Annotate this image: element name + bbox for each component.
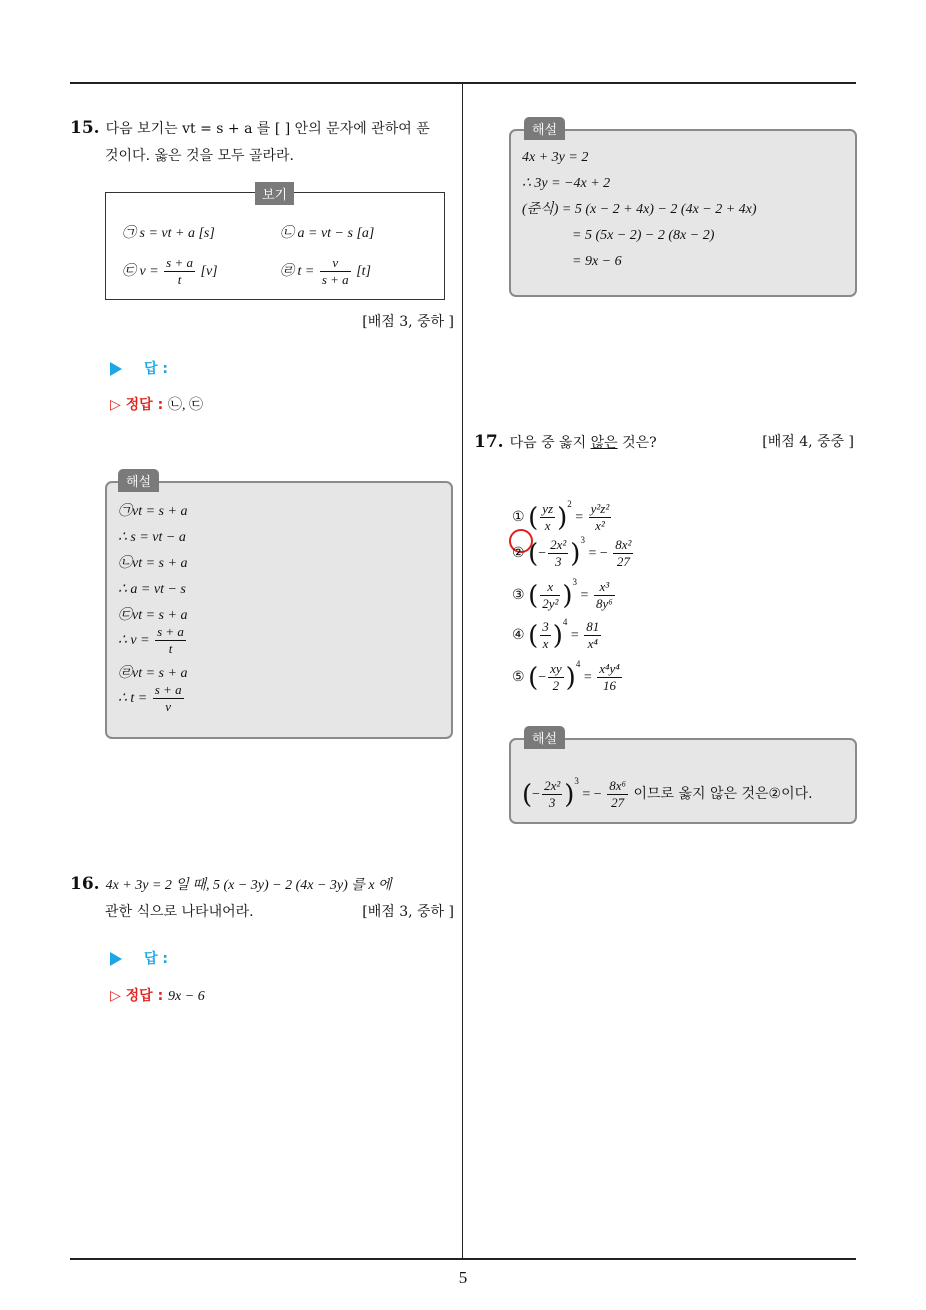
q17-choice-2-sign: − <box>599 546 608 561</box>
q15-sol-l8-pre: ∴ t = <box>118 691 148 706</box>
q15-sol-l2: ∴ s = vt − a <box>118 530 186 545</box>
left-paren: ( <box>528 580 539 611</box>
page-number: 5 <box>458 1268 468 1287</box>
equals-sign: = <box>570 628 583 643</box>
q17-solution-line <box>522 760 813 816</box>
q17-choice-4-in-den: x <box>540 635 551 651</box>
equals-sign: = <box>575 510 587 525</box>
q16-correct-row <box>110 985 205 1005</box>
q16-sol-l2: ∴ 3y = −4x + 2 <box>522 176 611 191</box>
q17-choice-2-rhs-den: 27 <box>613 553 633 569</box>
q15-stem-line1 <box>70 118 430 139</box>
q17-sol-rhs-den: 27 <box>607 794 628 810</box>
q17-sol-rhs-num: 8x⁶ <box>609 778 626 794</box>
q17-choice-1-rhs-num: y²z² <box>590 501 610 517</box>
left-paren: ( <box>528 502 539 533</box>
right-paren: ) <box>562 580 573 611</box>
q17-choice-4-rhs-den: x⁴ <box>584 635 601 651</box>
q15-sol-l7: ㉣vt = s + a <box>118 666 188 681</box>
q17-choice-4-exp: 4 <box>562 617 568 627</box>
q17-choice-2-exp: 3 <box>580 535 585 545</box>
q15-sol-l6-num: s + a <box>157 624 184 640</box>
left-paren: ( <box>528 620 539 651</box>
q15-bogi-title: 보기 <box>255 182 294 205</box>
q17-number: 17. <box>474 432 504 452</box>
q17-choice-3-in-num: x <box>547 579 554 595</box>
right-paren: ) <box>564 779 575 810</box>
q15-option-1: ㉠ s = vt + a [s] <box>122 226 215 241</box>
q17-sol-exp: 3 <box>574 776 579 786</box>
right-paren: ) <box>552 620 563 651</box>
left-paren: ( <box>522 779 533 810</box>
equals-sign: = <box>588 546 600 561</box>
q16-answer-label: 답 : <box>144 951 168 967</box>
q17-choice-3-rhs-den: 8y⁶ <box>595 596 613 612</box>
q17-stem <box>474 432 657 453</box>
q17-sol-inner-fraction <box>542 779 562 810</box>
minus-sign: − <box>538 546 547 561</box>
q15-option-3-fraction <box>164 256 195 287</box>
q15-number: 15. <box>70 118 100 138</box>
q17-choice-1-rhs-den: x² <box>589 517 612 533</box>
q17-choice-4-mark: ④ <box>512 628 525 643</box>
q15-solution-tag: 해설 <box>118 469 159 492</box>
q17-choice-3-in-den: 2y² <box>542 596 559 612</box>
q15-correct-label: ▷ 정답 : <box>110 397 164 413</box>
q17-choice-5-rhs-fraction <box>597 662 622 693</box>
q15-option-3-pre: ㉢ v = <box>122 264 159 279</box>
q15-option-4-fraction <box>320 256 351 287</box>
q16-solution-tag: 해설 <box>524 117 565 140</box>
q15-sol-l8-den: v <box>153 698 184 714</box>
top-rule <box>70 82 856 84</box>
q15-correct-value: ㉡, ㉢ <box>168 398 204 413</box>
q16-text2: 관한 식으로 나타내어라. <box>105 904 254 920</box>
q15-sol-l8-fraction <box>153 683 184 714</box>
equals-sign: = <box>580 588 592 603</box>
q17-choice-5-rhs-num: x⁴y⁴ <box>599 661 620 677</box>
q17-choice-2-rhs-num: 8x² <box>615 537 632 553</box>
q15-sol-l1: ㉠vt = s + a <box>118 504 188 519</box>
q16-stem-line2 <box>105 902 254 922</box>
play-triangle-icon <box>110 952 122 966</box>
q17-choice-1-in-den: x <box>540 517 555 533</box>
q16-number: 16. <box>70 874 100 894</box>
q17-choice-4-rhs-num: 81 <box>586 619 600 635</box>
q17-solution-tag: 해설 <box>524 726 565 749</box>
q17-choice-5-mark: ⑤ <box>512 670 525 685</box>
q15-option-4-pre: ㉣ t = <box>280 264 315 279</box>
q17-choice-5-inner-fraction <box>548 662 564 693</box>
q15-sol-l5: ㉢vt = s + a <box>118 608 188 623</box>
q17-choice-3-exp: 3 <box>572 577 578 587</box>
q17-sol-text: 이므로 옳지 않은 것은②이다. <box>633 786 813 802</box>
q15-correct-row <box>110 394 203 414</box>
q16-sol-l3: (준식) = 5 (x − 2 + 4x) − 2 (4x − 2 + 4x) <box>522 202 757 217</box>
q16-sol-l5: = 9x − 6 <box>572 254 622 269</box>
q15-answer-label: 답 : <box>144 361 168 377</box>
q17-choice-3-mark: ③ <box>512 588 525 603</box>
q15-option-3-den: t <box>164 271 195 287</box>
q15-sol-l8 <box>118 682 186 716</box>
right-paren: ) <box>570 538 581 569</box>
q15-stem-line2 <box>105 146 294 166</box>
q15-sol-l6-fraction <box>155 625 186 656</box>
bottom-rule <box>70 1258 856 1260</box>
play-triangle-icon <box>110 362 122 376</box>
q17-choice-5[interactable] <box>512 644 624 698</box>
q15-score: [배점 3, 중하 ] <box>362 314 454 330</box>
minus-sign: − <box>532 787 541 802</box>
q15-sol-l4: ∴ a = vt − s <box>118 582 186 597</box>
q15-sol-l3: ㉡vt = s + a <box>118 556 188 571</box>
q16-correct-value: 9x − 6 <box>168 989 205 1004</box>
q17-choice-2-in-den: 3 <box>548 553 568 569</box>
q15-text1: 다음 보기는 vt = s + a 를 [ ] 안의 문자에 관하여 푼 <box>105 121 430 137</box>
q17-choice-2-in-num: 2x² <box>550 537 567 553</box>
equals-sign: = <box>583 670 596 685</box>
q17-choice-1-in-num: yz <box>542 501 554 517</box>
q15-option-2: ㉡ a = vt − s [a] <box>280 226 375 241</box>
q15-sol-l6 <box>118 624 188 658</box>
q16-sol-l4: = 5 (5x − 2) − 2 (8x − 2) <box>572 228 715 243</box>
right-paren: ) <box>557 502 568 533</box>
q17-sol-rhs-fraction <box>607 779 628 810</box>
left-paren: ( <box>528 662 539 693</box>
q17-sol-in-den: 3 <box>542 794 562 810</box>
q17-choice-1-exp: 2 <box>567 499 572 509</box>
q16-text1: 4x + 3y = 2 일 때, 5 (x − 3y) − 2 (4x − 3y) 를 x 에 <box>105 878 392 893</box>
q15-option-3-post: [v] <box>200 264 218 279</box>
column-divider <box>462 82 463 1259</box>
q15-option-4 <box>280 256 371 288</box>
q15-option-4-num: v <box>332 255 339 271</box>
q16-stem-line1 <box>70 874 392 896</box>
q16-correct-label: ▷ 정답 : <box>110 988 164 1004</box>
q17-choice-5-in-den: 2 <box>548 677 564 693</box>
q16-sol-l1: 4x + 3y = 2 <box>522 150 589 165</box>
q17-choice-4-in-num: 3 <box>542 619 549 635</box>
right-paren: ) <box>565 662 576 693</box>
q17-text: 다음 중 옳지 않은 것은? <box>509 435 657 451</box>
q17-choice-1-mark: ① <box>512 510 525 525</box>
q15-option-3-num: s + a <box>166 255 194 271</box>
minus-sign: − <box>538 670 547 685</box>
q15-option-4-den: s + a <box>321 272 349 288</box>
left-paren: ( <box>528 538 539 569</box>
q17-choice-2-mark: ② <box>512 546 525 561</box>
q15-sol-l8-num: s + a <box>154 682 182 698</box>
q15-option-4-post: [t] <box>356 264 371 279</box>
q15-sol-l6-den: t <box>155 640 186 656</box>
q17-choice-3-rhs-num: x³ <box>599 579 610 595</box>
equals-sign: = − <box>582 787 602 802</box>
q16-score: [배점 3, 중하 ] <box>362 904 454 920</box>
q15-option-3 <box>122 256 218 288</box>
q17-score: [배점 4, 중중 ] <box>762 434 854 450</box>
q15-answer-row <box>110 358 168 378</box>
q17-sol-in-num: 2x² <box>544 778 561 794</box>
q15-sol-l6-pre: ∴ v = <box>118 633 150 648</box>
q17-underlined-word: 않은 <box>590 435 618 451</box>
q17-choice-5-rhs-den: 16 <box>597 677 622 693</box>
q15-text2: 것이다. 옳은 것을 모두 골라라. <box>105 148 294 164</box>
q16-answer-row <box>110 948 168 968</box>
q17-choice-5-exp: 4 <box>575 659 581 669</box>
q17-choice-5-in-num: xy <box>550 661 562 677</box>
